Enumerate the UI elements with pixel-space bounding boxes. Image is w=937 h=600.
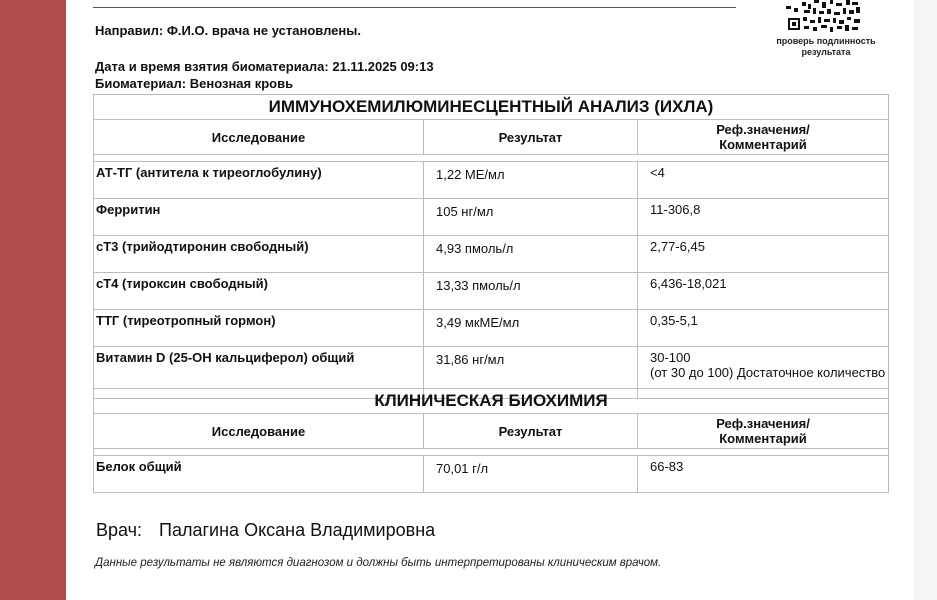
column-header-ref-line1: Реф.значения/ (716, 416, 810, 431)
test-name: сТ3 (трийодтиронин свободный) (94, 236, 424, 273)
test-name: ТТГ (тиреотропный гормон) (94, 310, 424, 347)
doctor-signature (96, 520, 435, 541)
top-divider (93, 7, 736, 8)
doctor-label: Врач: (96, 520, 143, 540)
test-result: 3,49 мкМЕ/мл (424, 310, 638, 347)
test-result: 105 нг/мл (424, 199, 638, 236)
test-result: 4,93 пмоль/л (424, 236, 638, 273)
spacer (94, 449, 889, 456)
reference-comment: (от 30 до 100) Достаточное количество (650, 365, 886, 380)
column-header-result: Результат (424, 414, 638, 449)
table-row (94, 273, 889, 310)
sample-datetime: Дата и время взятия биоматериала: 21.11.2025 09:13 (95, 59, 434, 74)
test-reference: 2,77-6,45 (638, 236, 889, 273)
test-reference: 66-83 (638, 456, 889, 493)
biomaterial-text: Биоматериал: Венозная кровь (95, 76, 294, 91)
test-name: Витамин D (25-ОН кальциферол) общий (94, 347, 424, 399)
table-row (94, 310, 889, 347)
reference-range: 30-100 (650, 350, 691, 365)
disclaimer-text: Данные результаты не являются диагнозом и должны быть интерпретированы клиническим врачом. (95, 557, 662, 569)
results-table-immunochemiluminescent (93, 94, 889, 399)
column-header-ref (638, 414, 889, 449)
test-reference: 0,35-5,1 (638, 310, 889, 347)
test-result: 1,22 МЕ/мл (424, 162, 638, 199)
table-row (94, 199, 889, 236)
qr-caption-line1: проверь подлинность (776, 36, 876, 46)
results-table-clinical-biochemistry (93, 388, 889, 493)
column-header-ref-line1: Реф.значения/ (716, 122, 810, 137)
spacer (94, 155, 889, 162)
column-header-ref-line2: Комментарий (719, 137, 807, 152)
table-row (94, 456, 889, 493)
test-result: 70,01 г/л (424, 456, 638, 493)
section-title: ИММУНОХЕМИЛЮМИНЕСЦЕНТНЫЙ АНАЛИЗ (ИХЛА) (94, 95, 889, 120)
test-reference: 6,436-18,021 (638, 273, 889, 310)
doctor-name: Палагина Оксана Владимировна (159, 520, 436, 540)
test-reference: <4 (638, 162, 889, 199)
test-name: АТ-ТГ (антитела к тиреоглобулину) (94, 162, 424, 199)
qr-caption (766, 36, 886, 58)
section-title: КЛИНИЧЕСКАЯ БИОХИМИЯ (94, 389, 889, 414)
column-header-test: Исследование (94, 414, 424, 449)
test-reference: 11-306,8 (638, 199, 889, 236)
table-row (94, 236, 889, 273)
test-result: 13,33 пмоль/л (424, 273, 638, 310)
column-header-result: Результат (424, 120, 638, 155)
column-header-test: Исследование (94, 120, 424, 155)
column-header-ref-line2: Комментарий (719, 431, 807, 446)
test-name: сТ4 (тироксин свободный) (94, 273, 424, 310)
test-name: Белок общий (94, 456, 424, 493)
qr-code-icon[interactable] (786, 0, 864, 32)
right-margin-strip (914, 0, 937, 600)
column-header-ref (638, 120, 889, 155)
referrer-text: Направил: Ф.И.О. врача не установлены. (95, 23, 361, 38)
test-name: Ферритин (94, 199, 424, 236)
table-row (94, 162, 889, 199)
left-red-band (0, 0, 66, 600)
qr-caption-line2: результата (801, 47, 851, 57)
test-result: 31,86 нг/мл (424, 347, 638, 399)
